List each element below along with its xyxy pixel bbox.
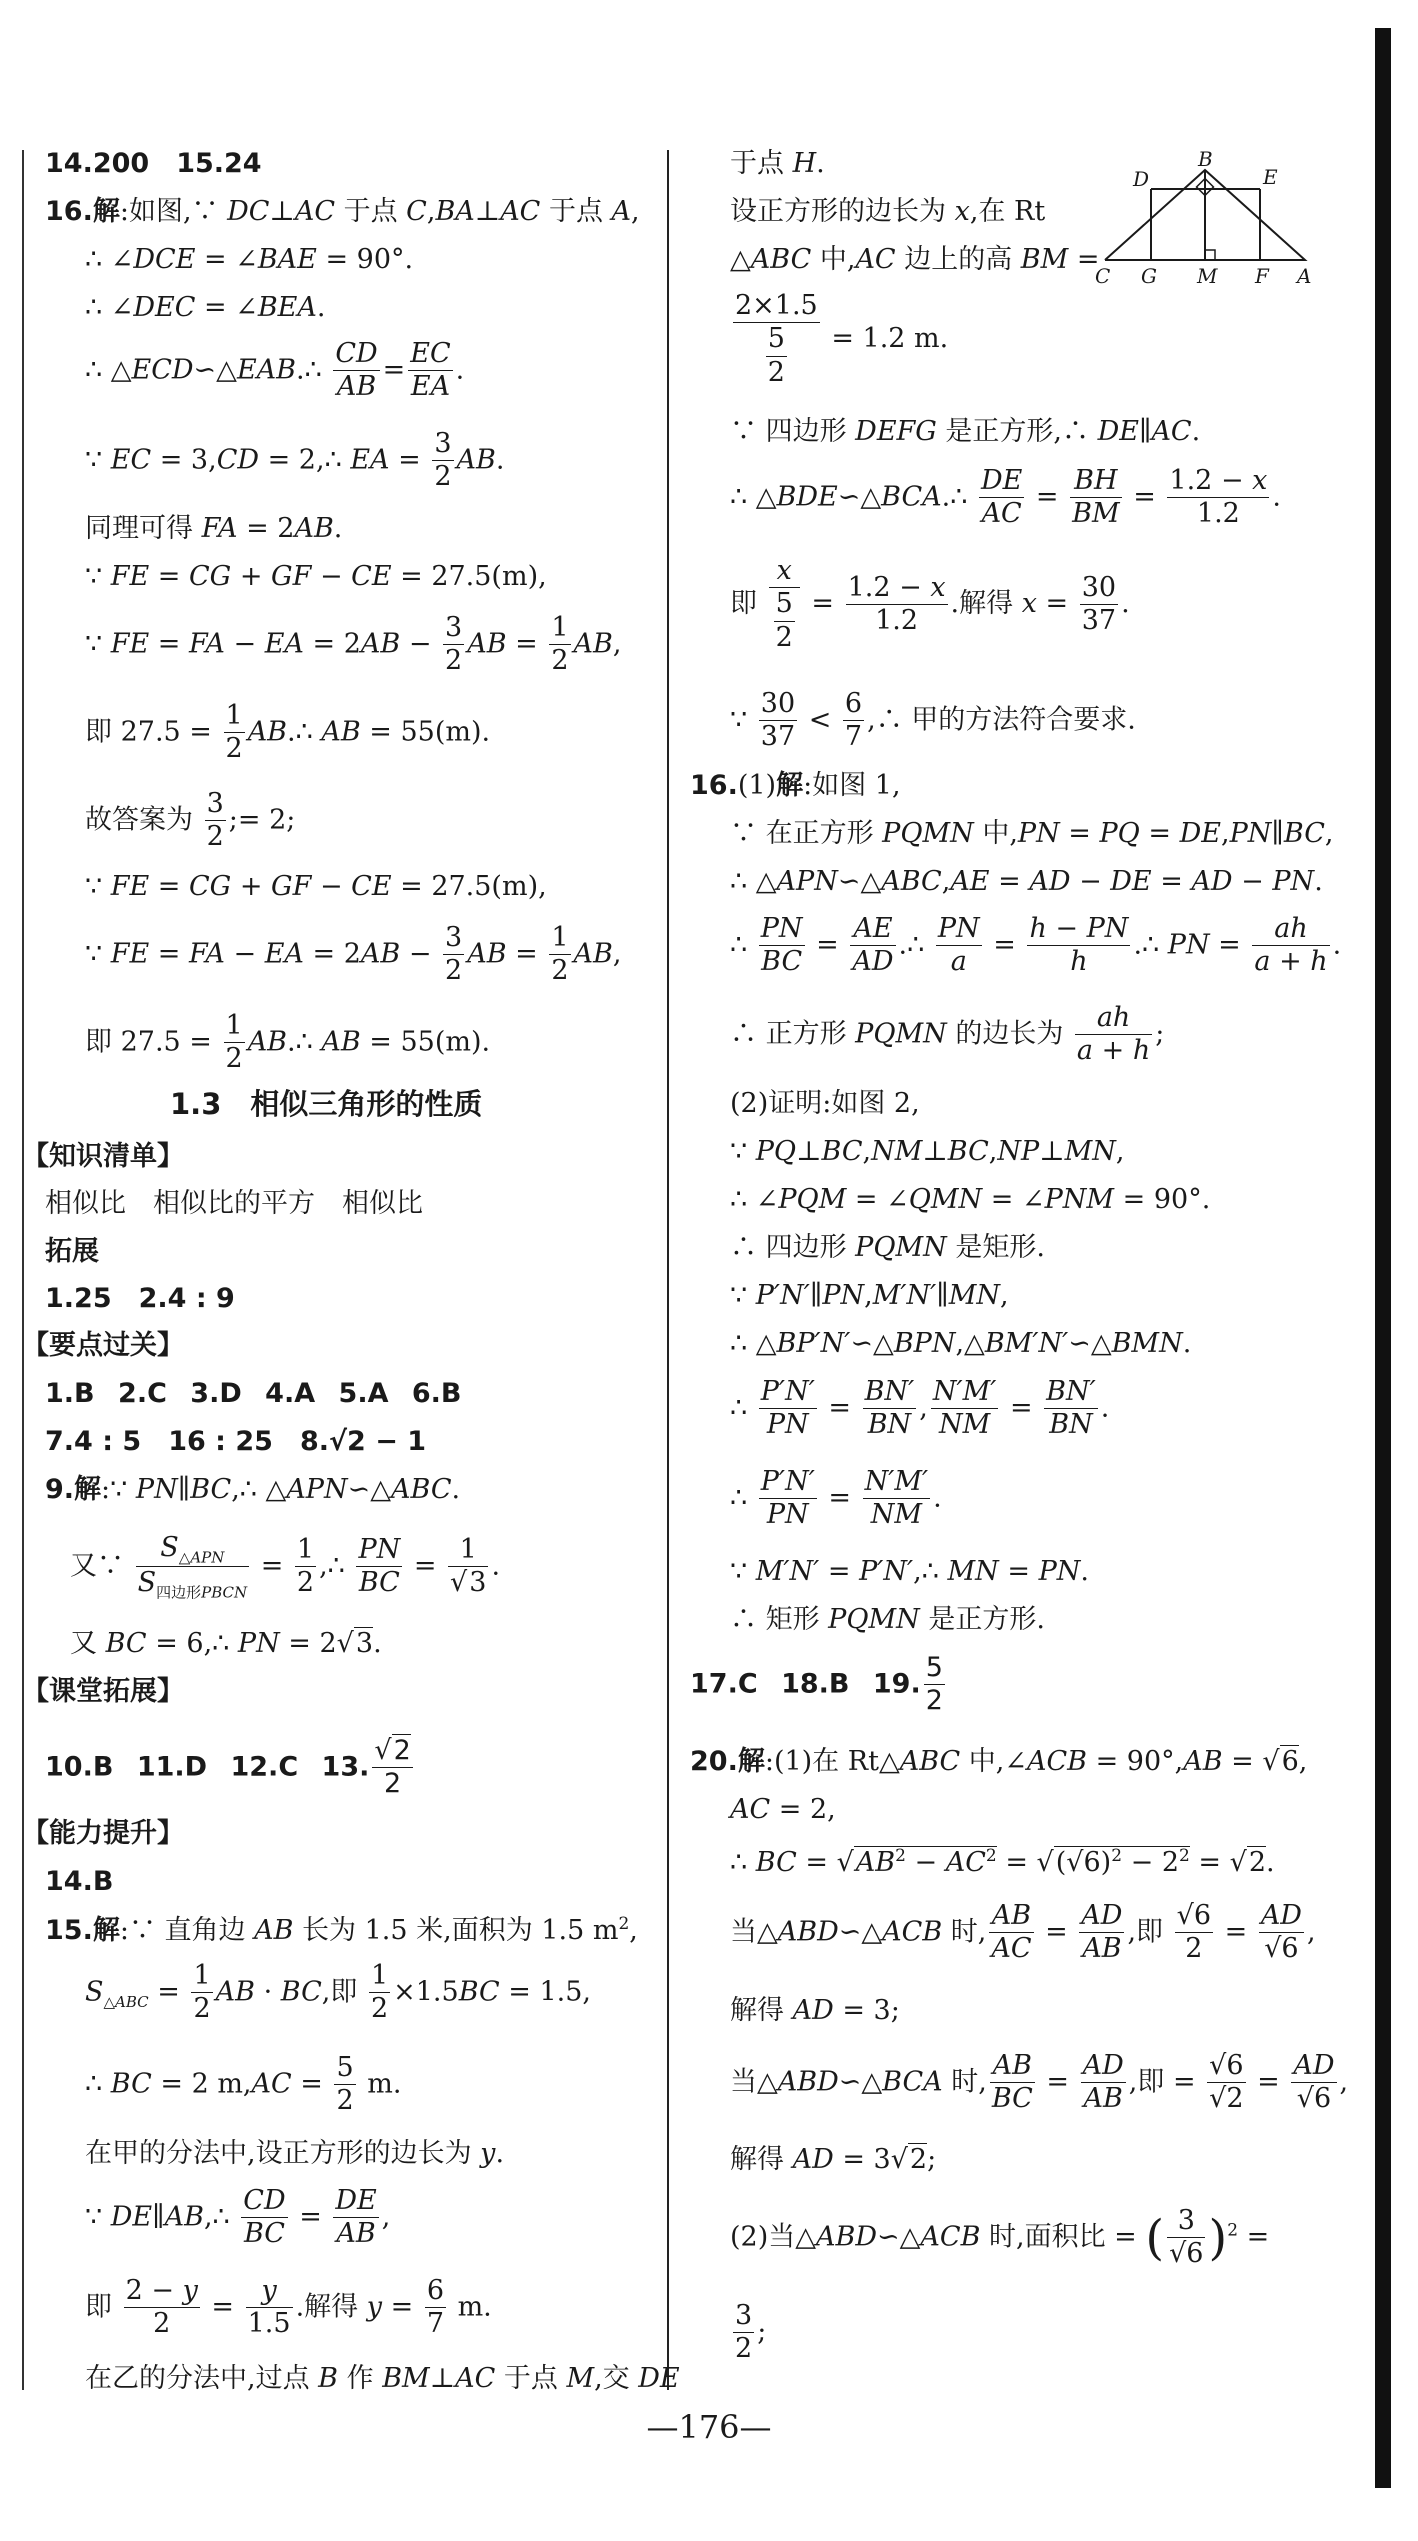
q16b-line6: (2)证明:如图 2, xyxy=(730,1088,920,1119)
label-d: D xyxy=(1133,167,1150,191)
q15-cont-line3: △ABC 中,AC 边上的高 BM = xyxy=(730,244,1100,275)
q20-line4: 当△ABD∽△ACB 时, $\frac{AB}{AC}$ = $\frac{AD}{AB}$ ,即 $\frac{√6}{2}$ = $\frac{AD}{√6}$ , xyxy=(730,1900,1316,1965)
q16-line10: 故答案为 $\frac{3}{2}$ ;= 2; xyxy=(85,788,296,853)
q15-cont-line1: 于点 H. xyxy=(730,148,825,179)
q20-line3: ∴ BC = $√AB^2 - AC^2 = √(√6)^2 - 2^2 = √2$. xyxy=(730,1846,1275,1878)
q20-line8: (2)当△ABD∽△ACB 时,面积比 = ( $\frac{3}{√6}$ )$^2$ = xyxy=(730,2205,1270,2270)
q20-line7: 解得 AD = 3√2; xyxy=(730,2144,937,2175)
q16b-line15: ∴ 矩形 PQMN 是正方形. xyxy=(730,1604,1045,1635)
q15-cont-line8: ∵ $\frac{30}{37}$ < $\frac{6}{7}$ ,∴ 甲的方法符合要求. xyxy=(730,688,1136,753)
header-key-points: 【要点过关】 xyxy=(22,1330,184,1361)
q16b-line1: 16.(1)解:如图 1, xyxy=(690,770,901,801)
label-m: M xyxy=(1197,264,1218,288)
q15-cont-line7: 即 $\frac{x}{\frac{5}{2}}$ = $\frac{1.2 - x}{1.2}$ .解得 x = $\frac{30}{37}$ . xyxy=(730,555,1130,653)
answers-7-8: 7.4 : 5 16 : 25 8.√2 − 1 xyxy=(45,1426,427,1457)
q15-cont-line4: $\frac{2\times 1.5}{\frac{5}{2}}$ = 1.2 m. xyxy=(735,290,949,388)
q16-line1: 16.解:如图,∵ DC⊥AC 于点 C,BA⊥AC 于点 A, xyxy=(45,196,640,227)
q9-line1: 9.解:∵ PN∥BC,∴ △APN∽△ABC. xyxy=(45,1474,461,1505)
knowledge-answers: 相似比 相似比的平方 相似比 xyxy=(45,1188,423,1219)
q16-line2: ∴ ∠DCE = ∠BAE = 90°. xyxy=(85,244,414,275)
q15-cont-line2: 设正方形的边长为 x,在 Rt xyxy=(730,196,1046,227)
page-edge-bar xyxy=(1375,28,1391,2488)
q20-line9: $\frac{3}{2}$ ; xyxy=(735,2300,767,2365)
label-e: E xyxy=(1263,165,1278,189)
q20-line2: AC = 2, xyxy=(730,1794,836,1825)
q20-line1: 20.解:(1)在 Rt△ABC 中,∠ACB = 90°,AB = √6, xyxy=(690,1746,1308,1777)
label-b: B xyxy=(1198,150,1213,171)
answers-14-15: 14.200 15.24 xyxy=(45,148,262,179)
header-expand: 拓展 xyxy=(45,1236,99,1267)
q16b-line5: ∴ 正方形 PQMN 的边长为 $\frac{ah}{a + h}$ ; xyxy=(730,1002,1165,1067)
q15-cont-line5: ∵ 四边形 DEFG 是正方形,∴ DE∥AC. xyxy=(730,416,1201,447)
q16-line9: 即 27.5 = $\frac{1}{2}$ AB.∴ AB = 55(m). xyxy=(85,700,491,765)
q20-line6: 当△ABD∽△BCA 时, $\frac{AB}{BC}$ = $\frac{AD}{AB}$ ,即 = $\frac{√6}{√2}$ = $\frac{AD}{√6}$ , xyxy=(730,2050,1349,2115)
q16b-line13: ∴ $\frac{P'N'}{PN}$ = $\frac{N'M'}{NM}$ . xyxy=(730,1466,942,1531)
page-number: —176— xyxy=(646,2408,772,2446)
triangle-square-diagram xyxy=(1095,150,1315,290)
mc-answers-1-6: 1.B 2.C 3.D 4.A 5.A 6.B xyxy=(45,1378,462,1409)
q16b-line10: ∵ P′N′∥PN,M′N′∥MN, xyxy=(730,1280,1009,1311)
header-class-expand: 【课堂拓展】 xyxy=(22,1676,184,1707)
right-angle-mark xyxy=(1205,250,1215,260)
q15-line4: 在甲的分法中,设正方形的边长为 y. xyxy=(85,2138,505,2169)
q16-line3: ∴ ∠DEC = ∠BEA. xyxy=(85,292,326,323)
q16b-line3: ∴ △APN∽△ABC,AE = AD − DE = AD − PN. xyxy=(730,866,1323,897)
q15-line6: 即 $\frac{2 - y}{2}$ = $\frac{y}{1.5}$ .解得 y = $\frac{6}{7}$ m. xyxy=(85,2275,492,2340)
q16-line7: ∵ FE = CG + GF − CE = 27.5(m), xyxy=(85,561,547,592)
q15-line7: 在乙的分法中,过点 B 作 BM⊥AC 于点 M,交 DE xyxy=(85,2363,680,2394)
mc-answers-10-13: 10.B 11.D 12.C 13. $\frac{√2}{2}$ xyxy=(45,1735,411,1800)
q16-line13: 即 27.5 = $\frac{1}{2}$ AB.∴ AB = 55(m). xyxy=(85,1010,491,1075)
q9-line3: 又 BC = 6,∴ PN = 2√3. xyxy=(70,1628,382,1659)
label-a: A xyxy=(1297,264,1312,288)
label-g: G xyxy=(1141,264,1157,288)
q16b-line14: ∵ M′N′ = P′N′,∴ MN = PN. xyxy=(730,1556,1089,1587)
label-f: F xyxy=(1255,264,1269,288)
q16b-line8: ∴ ∠PQM = ∠QMN = ∠PNM = 90°. xyxy=(730,1184,1211,1215)
header-knowledge: 【知识清单】 xyxy=(22,1141,184,1172)
q16-line11: ∵ FE = CG + GF − CE = 27.5(m), xyxy=(85,871,547,902)
q16b-line7: ∵ PQ⊥BC,NM⊥BC,NP⊥MN, xyxy=(730,1136,1125,1167)
q9-line2: 又∵ $\frac{S_{\triangle APN}}{S_{四边形PBCN}}$ = $\frac{1}{2}$ ,∴ $\frac{PN}{BC}$ = $\frac{1}{√3}$ . xyxy=(70,1532,501,1602)
q15-line1: 15.解:∵ 直角边 AB 长为 1.5 米,面积为 1.5 $m^2$, xyxy=(45,1914,638,1946)
answer-14b: 14.B xyxy=(45,1866,114,1897)
q20-line5: 解得 AD = 3; xyxy=(730,1995,900,2026)
q15-cont-line6: ∴ △BDE∽△BCA.∴ $\frac{DE}{AC}$ = $\frac{BH}{BM}$ = $\frac{1.2 - x}{1.2}$ . xyxy=(730,465,1281,530)
q15-line2: $S_{\triangle ABC}$ = $\frac{1}{2}$ AB · BC,即 $\frac{1}{2}$ ×1.5BC = 1.5, xyxy=(85,1960,592,2025)
label-c: C xyxy=(1095,264,1111,288)
q16b-line4: ∴ $\frac{PN}{BC}$ = $\frac{AE}{AD}$ .∴ $\frac{PN}{a}$ = $\frac{h - PN}{h}$ .∴ PN = $\frac{ah}{a + h}$ . xyxy=(730,913,1342,978)
q16-line5: ∵ EC = 3,CD = 2,∴ EA = $\frac{3}{2}$ AB. xyxy=(85,428,505,493)
q16-line4: ∴ △ECD∽△EAB.∴ $\frac{CD}{AB}$ = $\frac{EC}{EA}$ . xyxy=(85,338,465,403)
q16b-line9: ∴ 四边形 PQMN 是矩形. xyxy=(730,1232,1045,1263)
q16b-line2: ∵ 在正方形 PQMN 中,PN = PQ = DE,PN∥BC, xyxy=(730,818,1334,849)
q15-line3: ∴ BC = 2 m,AC = $\frac{5}{2}$ m. xyxy=(85,2052,402,2117)
q16-line12: ∵ FE = FA − EA = 2AB − $\frac{3}{2}$ AB = $\frac{1}{2}$ AB, xyxy=(85,922,622,987)
q16-line6: 同理可得 FA = 2AB. xyxy=(85,513,343,544)
q16b-line11: ∴ △BP′N′∽△BPN,△BM′N′∽△BMN. xyxy=(730,1328,1192,1359)
expand-answers: 1.25 2.4 : 9 xyxy=(45,1283,235,1314)
q15-line5: ∵ DE∥AB,∴ $\frac{CD}{BC}$ = $\frac{DE}{AB}$ , xyxy=(85,2185,391,2250)
column-divider xyxy=(667,150,669,2390)
header-ability: 【能力提升】 xyxy=(22,1818,184,1849)
left-margin-rule xyxy=(22,150,24,2390)
q16b-line12: ∴ $\frac{P'N'}{PN}$ = $\frac{BN'}{BN}$ , $\frac{N'M'}{NM}$ = $\frac{BN'}{BN}$ . xyxy=(730,1376,1110,1441)
answers-17-19: 17.C 18.B 19. $\frac{5}{2}$ xyxy=(690,1652,943,1717)
q16-line8: ∵ FE = FA − EA = 2AB − $\frac{3}{2}$ AB = $\frac{1}{2}$ AB, xyxy=(85,612,622,677)
section-title: 1.3 相似三角形的性质 xyxy=(170,1087,483,1121)
